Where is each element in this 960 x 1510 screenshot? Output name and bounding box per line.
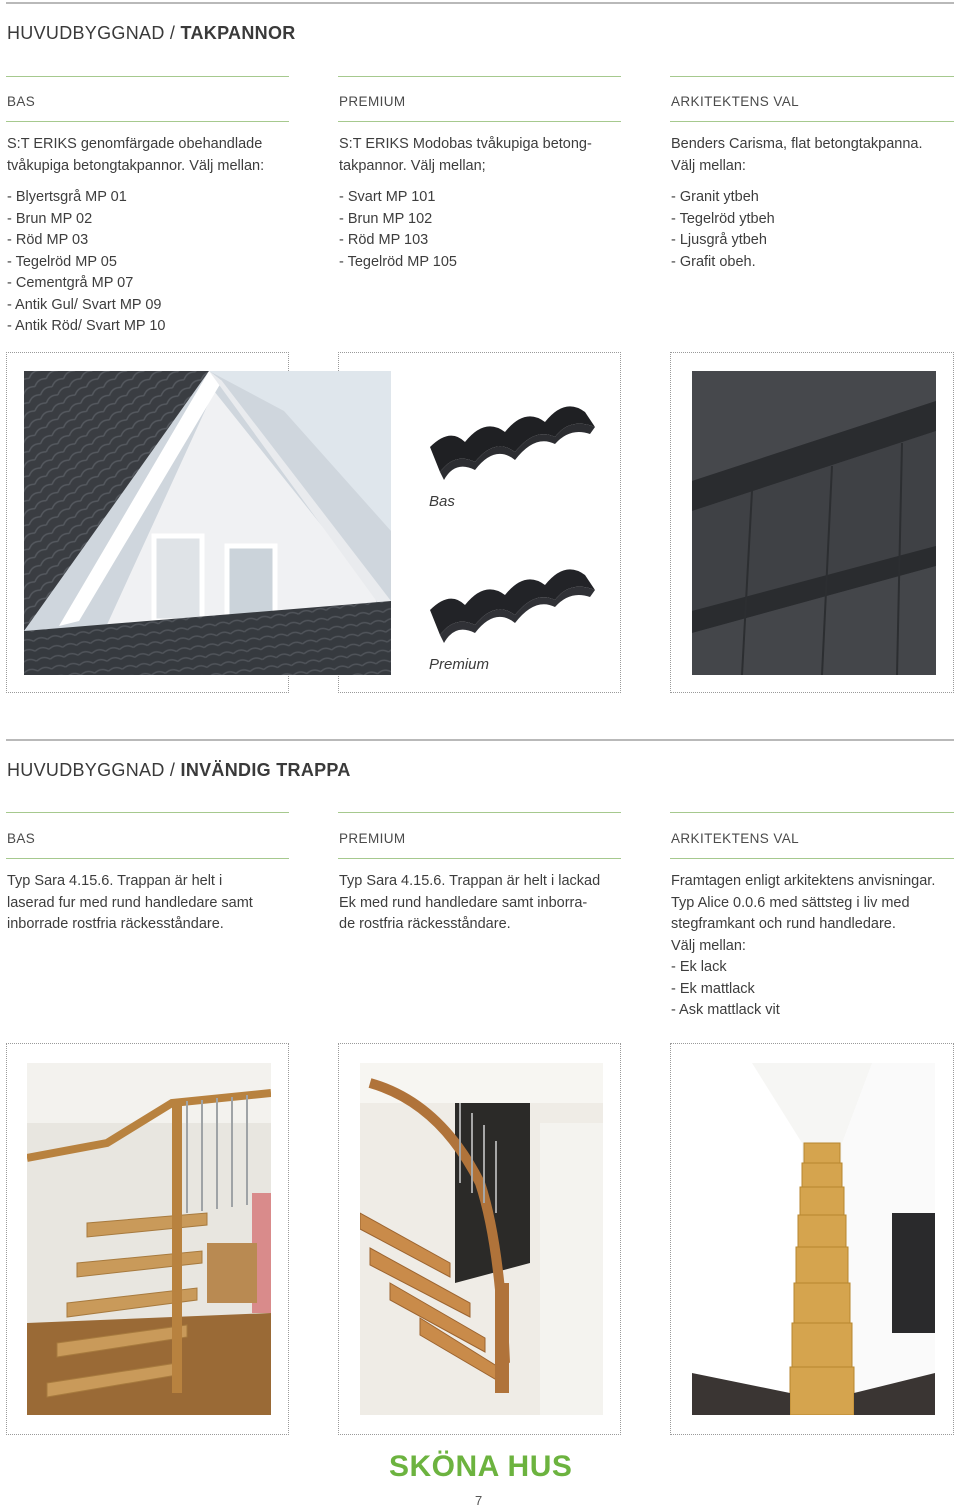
section-title-prefix: HUVUDBYGGNAD / — [7, 23, 181, 43]
divider — [6, 76, 289, 77]
divider — [670, 76, 954, 77]
list-item: - Grafit obeh. — [671, 253, 756, 270]
page-number: 7 — [475, 1493, 483, 1508]
text-line: Välj mellan: — [671, 937, 746, 954]
list-item: - Brun MP 102 — [339, 210, 433, 227]
roof-arkitekt-description — [671, 134, 922, 177]
text-line: inborrade rostfria räckesståndare. — [7, 916, 224, 932]
caption-bas: Bas — [429, 493, 455, 510]
text-line: Typ Sara 4.15.6. Trappan är helt i lackad — [339, 873, 601, 889]
divider — [338, 812, 621, 813]
section-title-bold: TAKPANNOR — [180, 23, 296, 43]
list-item: - Cementgrå MP 07 — [7, 275, 134, 291]
roof-premium-description — [339, 134, 592, 177]
section-title-bold: INVÄNDIG TRAPPA — [180, 760, 351, 780]
section-title-stairs — [7, 760, 351, 781]
roof-tile-premium-photo — [420, 535, 605, 655]
text-line: Typ Alice 0.0.6 med sättsteg i liv med — [671, 894, 910, 911]
roof-bas-options — [7, 187, 166, 338]
list-item: - Ask mattlack vit — [671, 1002, 780, 1018]
roof-arkitekt-options — [671, 187, 775, 273]
text-line: takpannor. Välj mellan; — [339, 157, 486, 174]
text-line: de rostfria räckesståndare. — [339, 916, 511, 932]
text-line: laserad fur med rund handledare samt — [7, 894, 253, 911]
text-line: tvåkupiga betongtakpannor. Välj mellan: — [7, 157, 265, 174]
divider — [670, 121, 954, 122]
list-item: - Ek mattlack — [671, 980, 755, 997]
divider — [6, 812, 289, 813]
house-gable-photo — [24, 371, 391, 675]
list-item: - Röd MP 03 — [7, 232, 89, 248]
top-rule — [6, 2, 954, 4]
text-line: Benders Carisma, flat betongtakpanna. — [671, 136, 923, 152]
divider — [670, 812, 954, 813]
stairs-bas-description — [7, 871, 253, 936]
list-item: - Svart MP 101 — [339, 189, 436, 205]
list-item: - Tegelröd MP 105 — [339, 253, 457, 270]
section-title-prefix: HUVUDBYGGNAD / — [7, 760, 181, 780]
column-heading-premium: PREMIUM — [339, 94, 406, 109]
section-rule — [6, 739, 954, 741]
divider — [670, 858, 954, 859]
list-item: - Tegelröd MP 05 — [7, 253, 117, 270]
text-line: stegframkant och rund handledare. — [671, 916, 896, 932]
divider — [338, 121, 621, 122]
text-line: Framtagen enligt arkitektens anvisningar. — [671, 873, 936, 889]
caption-premium: Premium — [429, 656, 490, 673]
text-line: Ek med rund handledare samt inborra- — [339, 894, 588, 911]
divider — [338, 858, 621, 859]
divider — [6, 858, 289, 859]
list-item: - Granit ytbeh — [671, 189, 759, 205]
list-item: - Tegelröd ytbeh — [671, 210, 775, 227]
section-title-roof — [7, 23, 296, 44]
roof-tile-bas-photo — [420, 372, 605, 492]
text-line: Välj mellan: — [671, 157, 746, 174]
stairs-premium-description — [339, 871, 600, 936]
divider — [6, 121, 289, 122]
list-item: - Ljusgrå ytbeh — [671, 232, 767, 248]
column-heading-arkitektens-val: ARKITEKTENS VAL — [671, 831, 800, 846]
column-heading-bas: BAS — [7, 831, 36, 846]
column-heading-arkitektens-val: ARKITEKTENS VAL — [671, 94, 800, 109]
stairs-arkitekt-description — [671, 871, 935, 1022]
stairs-bas-photo — [27, 1063, 271, 1415]
list-item: - Brun MP 02 — [7, 210, 93, 227]
stairs-arkitekt-photo — [692, 1063, 935, 1415]
roof-bas-description — [7, 134, 264, 177]
divider — [338, 76, 621, 77]
text-line: S:T ERIKS genomfärgade obehandlade — [7, 136, 263, 152]
text-line: Typ Sara 4.15.6. Trappan är helt i — [7, 873, 223, 889]
flat-roof-tile-photo — [692, 371, 936, 675]
list-item: - Röd MP 103 — [339, 232, 429, 248]
brand-logo: SKÖNA HUS — [389, 1450, 573, 1483]
list-item: - Antik Gul/ Svart MP 09 — [7, 296, 162, 313]
stairs-premium-photo — [360, 1063, 603, 1415]
text-line: S:T ERIKS Modobas tvåkupiga betong- — [339, 136, 592, 152]
list-item: - Blyertsgrå MP 01 — [7, 189, 127, 205]
roof-premium-options — [339, 187, 457, 273]
list-item: - Ek lack — [671, 959, 727, 975]
column-heading-bas: BAS — [7, 94, 36, 109]
list-item: - Antik Röd/ Svart MP 10 — [7, 318, 166, 334]
column-heading-premium: PREMIUM — [339, 831, 406, 846]
